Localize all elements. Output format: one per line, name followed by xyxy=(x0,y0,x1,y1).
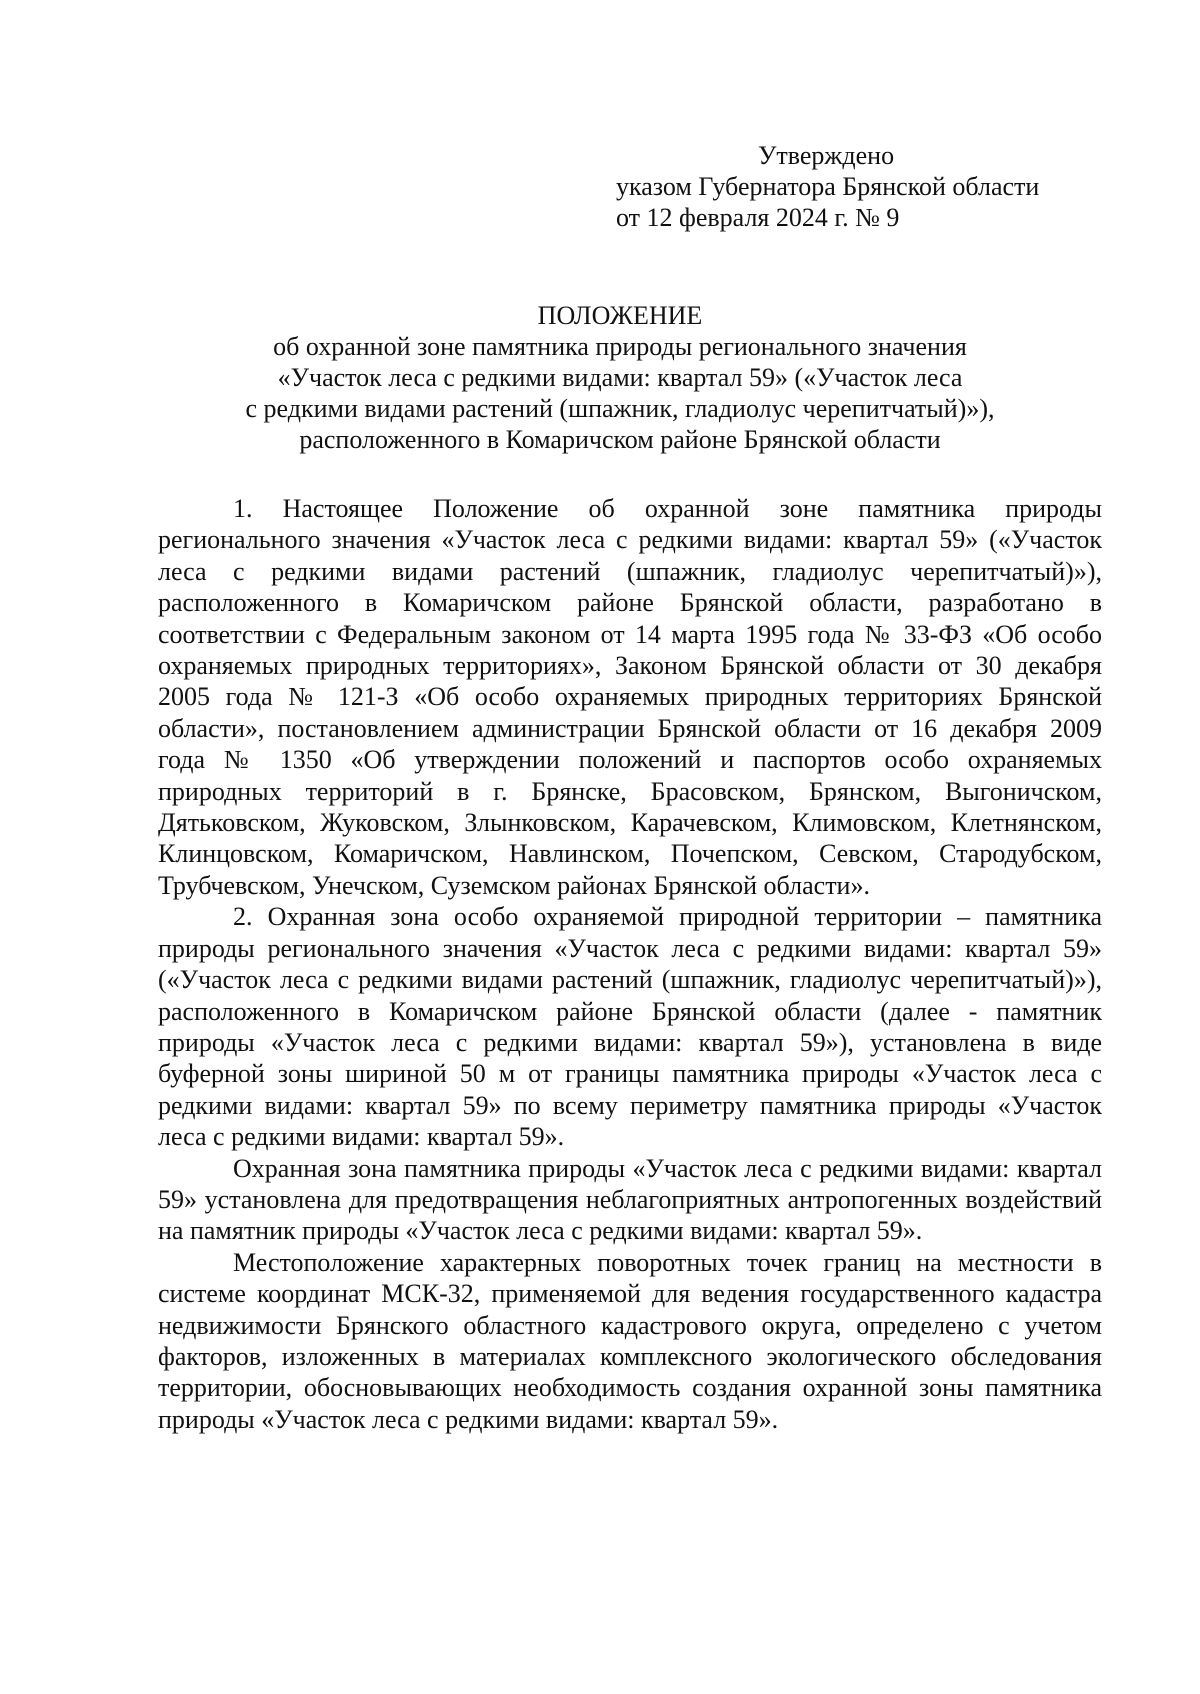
paragraph-2: 2. Охранная зона особо охраняемой природной территории – памятника природы регионального значения «Участок леса с редкими видами: квартал 59» («Участок леса с редкими видами растений (шпажник, гладиолус черепитчатый)»), расположенного в Комаричском районе Брянской области (далее - памятник природы «Участок леса с редкими видами: квартал 59»), установлена в виде буферной зоны шириной 50 м от границы памятника природы «Участок леса с редкими видами: квартал 59» по всему периметру памятника природы «Участок леса с редкими видами: квартал 59». xyxy=(158,902,1102,1152)
document-subtitle-line: «Участок леса с редкими видами: квартал 59» («Участок леса xyxy=(277,363,963,392)
approval-authority: указом Губернатора Брянской области xyxy=(616,172,1040,201)
document-subtitle-line: расположенного в Комаричском районе Брянской области xyxy=(299,425,941,454)
paragraph-1: 1. Настоящее Положение об охранной зоне памятника природы регионального значения «Участок леса с редкими видами: квартал 59» («Участок леса с редкими видами растений (шпажник, гладиолус черепитчатый)»), расположенного в Комаричском районе Брянской области, разработано в соответствии с Федеральным законом от 14 марта 1995 года № 33-ФЗ «Об особо охраняемых природных территориях», Законом Брянской области от 30 декабря 2005 года № 121-З «Об особо охраняемых природных территориях Брянской области», постановлением администрации Брянской области от 16 декабря 2009 года № 1350 «Об утверждении положений и паспортов особо охраняемых природных территорий в г. Брянске, Брасовском, Брянском, Выгоничском, Дятьковском, Жуковском, Злынковском, Карачевском, Климовском, Клетнянском, Клинцовском, Комаричском, Навлинском, Почепском, Севском, Стародубском, Трубчевском, Унечском, Суземском районах Брянской области». xyxy=(158,494,1102,900)
document-title-block xyxy=(150,300,1090,455)
approval-date-number: от 12 февраля 2024 г. № 9 xyxy=(616,203,900,232)
paragraph-4: Местоположение характерных поворотных точек границ на местности в системе координат МСК-32, применяемой для ведения государственного кадастра недвижимости Брянского областного кадастрового округа, определено с учетом факторов, изложенных в материалах комплексного экологического обследования территории, обосновывающих необходимость создания охранной зоны памятника природы «Участок леса с редкими видами: квартал 59». xyxy=(158,1247,1102,1434)
approval-stamp-block xyxy=(616,140,1136,233)
document-body xyxy=(158,493,1102,1435)
document-subtitle-line: об охранной зоне памятника природы регионального значения xyxy=(273,332,967,361)
document-subtitle-line: с редкими видами растений (шпажник, гладиолус черепитчатый)»), xyxy=(245,394,995,423)
approval-label: Утверждено xyxy=(758,141,895,170)
paragraph-3: Охранная зона памятника природы «Участок леса с редкими видами: квартал 59» установлена для предотвращения неблагоприятных антропогенных воздействий на памятник природы «Участок леса с редкими видами: квартал 59». xyxy=(158,1153,1102,1246)
document-heading: ПОЛОЖЕНИЕ xyxy=(537,301,703,330)
